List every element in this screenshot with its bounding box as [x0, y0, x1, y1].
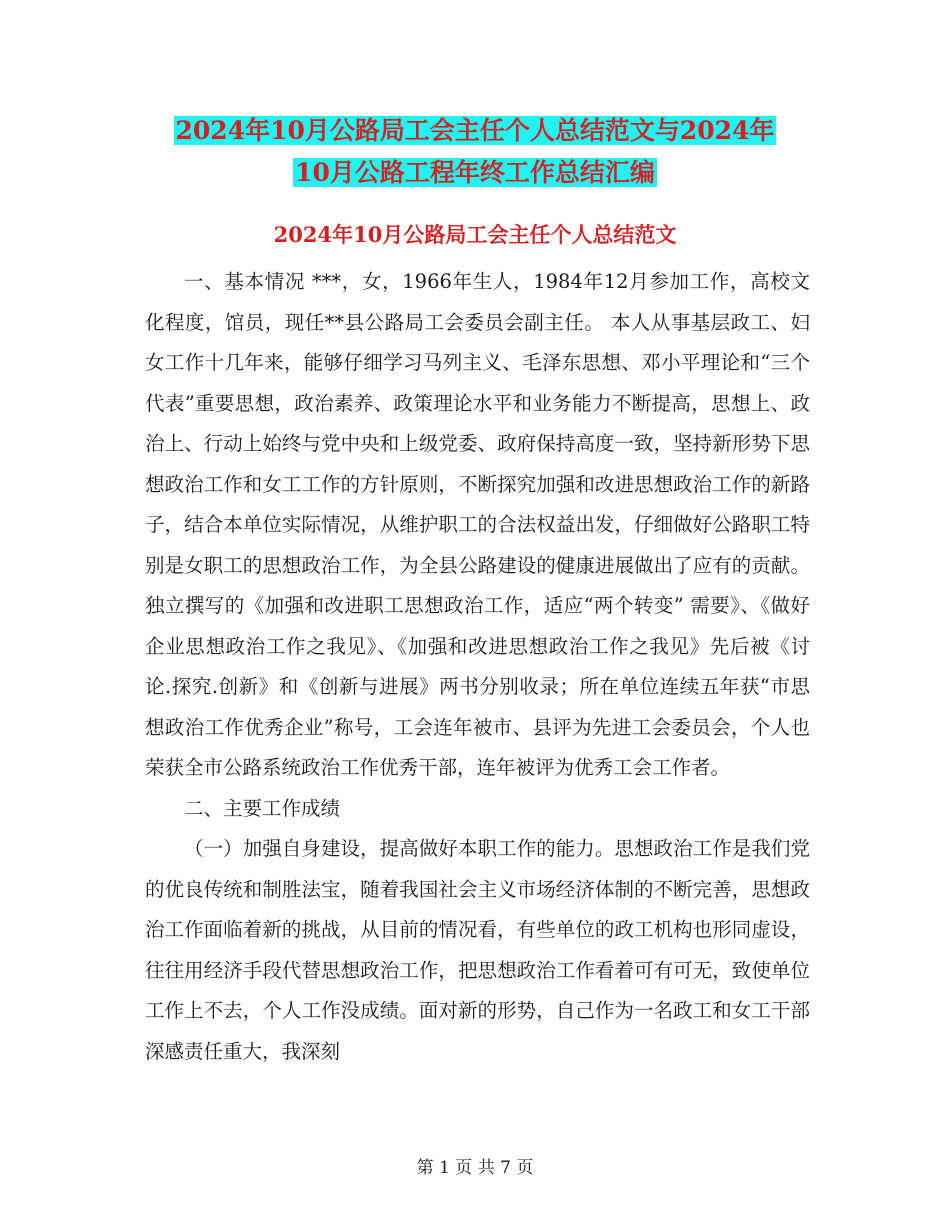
document-title-line-1 [0, 114, 950, 147]
document-body [145, 262, 810, 1072]
page-footer: 第 1 页 共 7 页 [416, 1158, 534, 1178]
title-highlight-2: 10月公路工程年终工作总结汇编 [295, 158, 655, 187]
title-highlight-1: 2024年10月公路局工会主任个人总结范文与2024年 [175, 116, 775, 145]
paragraph-self-construction: （一）加强自身建设，提高做好本职工作的能力。思想政治工作是我们党的优良传统和制胜法宝，随着我国社会主义市场经济体制的不断完善，思想政治工作面临着新的挑战，从目前的情况看，有些单位的政工机构也形同虚设，往往用经济手段代替思想政治工作，把思想政治工作看着可有可无，致使单位工作上不去，个人工作没成绩。面对新的形势，自己作为一名政工和女工干部深感责任重大，我深刻 [145, 837, 810, 1063]
paragraph-basic-info: 一、基本情况 ***，女，1966年生人，1984年12月参加工作，高校文化程度，馆员，现任**县公路局工会委员会副主任。 本人从事基层政工、妇女工作十几年来，能够仔细学习马列主义、毛泽东思想、邓小平理论和“三个代表”重要思想，政治素养、政策理论水平和业务能力不断提高，思想上、政治上、行动上始终与党中央和上级党委、政府保持高度一致，坚持新形势下思想政治工作和女工工作的方针原则，不断探究加强和改进思想政治工作的新路子，结合本单位实际情况，从维护职工的合法权益出发，仔细做好公路职工特别是女职工的思想政治工作，为全县公路建设的健康进展做出了应有的贡献。独立撰写的《加强和改进职工思想政治工作，适应“两个转变” 需要》、《做好企业思想政治工作之我见》、《加强和改进思想政治工作之我见》先后被《讨论.探究.创新》和《创新与进展》两书分别收录；所在单位连续五年获“市思想政治工作优秀企业”称号，工会连年被市、县评为先进工会委员会，个人也荣获全市公路系统政治工作优秀干部，连年被评为优秀工会工作者。 [145, 270, 810, 779]
section-heading: 2024年10月公路局工会主任个人总结范文 [273, 222, 677, 247]
paragraph-main-achievements-heading: 二、主要工作成绩 [184, 796, 341, 820]
document-title-line-2 [0, 156, 950, 189]
